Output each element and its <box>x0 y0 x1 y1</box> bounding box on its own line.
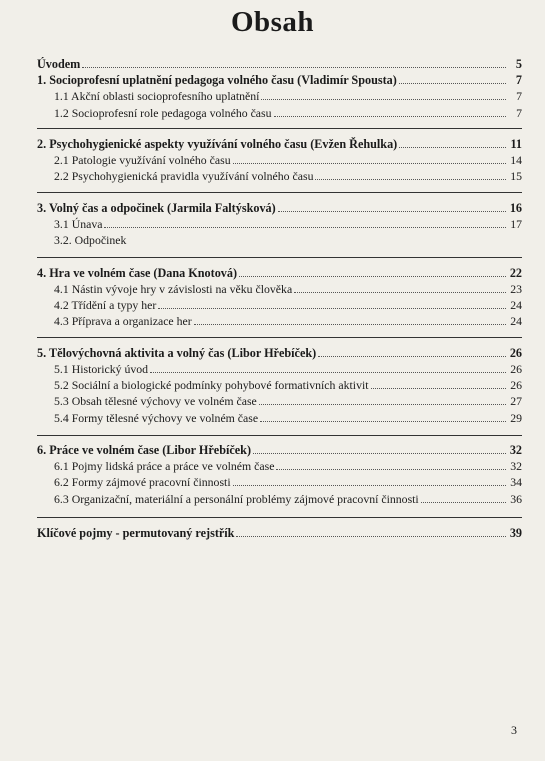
dot-leader <box>260 421 506 422</box>
toc-entry-page: 26 <box>510 362 522 376</box>
dot-leader <box>233 485 506 486</box>
toc-entry-label: 2.2 Psychohygienická pravidla využívání volného času <box>54 169 314 183</box>
toc-entry-page: 39 <box>509 526 522 540</box>
dot-leader <box>399 147 506 148</box>
toc-entry-page: 32 <box>510 459 522 473</box>
page-title: Obsah <box>230 6 315 38</box>
toc-subsection-entry <box>37 233 522 247</box>
toc-entry-label: 4.2 Třídění a typy her <box>54 298 157 312</box>
toc-entry-page: 36 <box>510 492 522 506</box>
toc-chapter-entry <box>37 137 522 151</box>
toc-entry-page: 22 <box>509 266 522 280</box>
section-divider <box>37 192 522 193</box>
toc-chapter-entry <box>37 201 522 215</box>
toc-subsection-entry <box>37 394 522 408</box>
dot-leader <box>158 308 506 309</box>
toc-entry-page: 26 <box>510 378 522 392</box>
dot-leader <box>276 469 506 470</box>
toc-chapter-entry <box>37 73 522 87</box>
section-divider <box>37 435 522 436</box>
toc-entry-label: Úvodem <box>37 57 81 71</box>
toc-entry-label: 3.2. Odpočinek <box>54 233 127 247</box>
toc-subsection-entry <box>37 475 522 489</box>
dot-leader <box>261 99 506 100</box>
toc-entry-page: 24 <box>510 298 522 312</box>
toc-entry-page: 14 <box>510 153 522 167</box>
toc-entry-page: 7 <box>515 73 522 87</box>
toc-entry-label: 1.1 Akční oblasti socioprofesního uplatnění <box>54 89 260 103</box>
toc-entry-page: 5 <box>515 57 522 71</box>
toc-entry-label: 6. Práce ve volném čase (Libor Hřebíček) <box>37 443 252 457</box>
section-divider <box>37 257 522 258</box>
toc-entry-page: 27 <box>510 394 522 408</box>
toc-entry-label: 6.3 Organizační, materiální a personální problémy zájmové pracovní činnosti <box>54 492 419 506</box>
toc-entry-label: 5.1 Historický úvod <box>54 362 149 376</box>
toc-subsection-entry <box>37 492 522 506</box>
dot-leader <box>315 179 506 180</box>
dot-leader <box>194 324 506 325</box>
toc-entry-label: 4.3 Příprava a organizace her <box>54 314 192 328</box>
section-divider <box>37 128 522 129</box>
toc-entry-label: 3. Volný čas a odpočinek (Jarmila Faltýsková) <box>37 201 276 215</box>
dot-leader <box>233 163 506 164</box>
toc-entry-page: 23 <box>510 282 522 296</box>
dot-leader <box>274 116 506 117</box>
toc-entry-label: 5.3 Obsah tělesné výchovy ve volném čase <box>54 394 257 408</box>
toc-chapter-entry <box>37 266 522 280</box>
dot-leader <box>253 453 506 454</box>
toc-entry-label: 6.1 Pojmy lidská práce a práce ve volném čase <box>54 459 275 473</box>
toc-subsection-entry <box>37 153 522 167</box>
dot-leader <box>150 372 506 373</box>
toc-subsection-entry <box>37 217 522 231</box>
dot-leader <box>421 502 506 503</box>
toc-entry-page: 34 <box>510 475 522 489</box>
toc-entry-page: 7 <box>516 106 522 120</box>
dot-leader <box>259 404 506 405</box>
page-number: 3 <box>511 723 517 737</box>
toc-entry-page: 29 <box>510 411 522 425</box>
toc-entry-page: 7 <box>516 89 522 103</box>
toc-entry-label: Klíčové pojmy - permutovaný rejstřík <box>37 526 235 540</box>
toc-subsection-entry <box>37 89 522 103</box>
toc-entry-page: 11 <box>510 137 522 151</box>
dot-leader <box>236 536 506 537</box>
toc-entry-label: 1. Socioprofesní uplatnění pedagoga volného času (Vladimír Spousta) <box>37 73 397 87</box>
toc-subsection-entry <box>37 282 522 296</box>
toc-subsection-entry <box>37 106 522 120</box>
toc-entry-label: 3.1 Únava <box>54 217 103 231</box>
toc-entry-label: 2.1 Patologie využívání volného času <box>54 153 231 167</box>
toc-subsection-entry <box>37 411 522 425</box>
toc-subsection-entry <box>37 169 522 183</box>
toc-entry-label: 1.2 Socioprofesní role pedagoga volného času <box>54 106 272 120</box>
toc-subsection-entry <box>37 378 522 392</box>
toc-entry-page: 32 <box>509 443 522 457</box>
toc-entry-label: 5. Tělovýchovná aktivita a volný čas (Libor Hřebíček) <box>37 346 317 360</box>
toc-chapter-entry <box>37 526 522 540</box>
toc-entry-label: 5.4 Formy tělesné výchovy ve volném čase <box>54 411 259 425</box>
toc-entry-label: 2. Psychohygienické aspekty využívání volného času (Evžen Řehulka) <box>37 137 398 151</box>
dot-leader <box>104 227 506 228</box>
dot-leader <box>318 356 506 357</box>
toc-entry-page: 26 <box>509 346 522 360</box>
toc-entry-label: 4. Hra ve volném čase (Dana Knotová) <box>37 266 238 280</box>
dot-leader <box>371 388 506 389</box>
toc-chapter-entry <box>37 57 522 71</box>
toc-entry-label: 4.1 Nástin vývoje hry v závislosti na věku člověka <box>54 282 293 296</box>
toc-subsection-entry <box>37 314 522 328</box>
toc-subsection-entry <box>37 298 522 312</box>
toc-entry-label: 6.2 Formy zájmové pracovní činnosti <box>54 475 231 489</box>
toc-entry-page: 16 <box>509 201 522 215</box>
toc-subsection-entry <box>37 459 522 473</box>
toc-entry-page: 17 <box>510 217 522 231</box>
dot-leader <box>239 276 506 277</box>
dot-leader <box>278 211 506 212</box>
toc-entry-page: 24 <box>510 314 522 328</box>
dot-leader <box>82 67 506 68</box>
toc-subsection-entry <box>37 362 522 376</box>
section-divider <box>37 337 522 338</box>
toc-chapter-entry <box>37 346 522 360</box>
section-divider <box>37 517 522 518</box>
toc-chapter-entry <box>37 443 522 457</box>
toc-entry-page: 15 <box>510 169 522 183</box>
toc-entry-label: 5.2 Sociální a biologické podmínky pohybové formativních aktivit <box>54 378 369 392</box>
dot-leader <box>399 83 506 84</box>
dot-leader <box>294 292 506 293</box>
